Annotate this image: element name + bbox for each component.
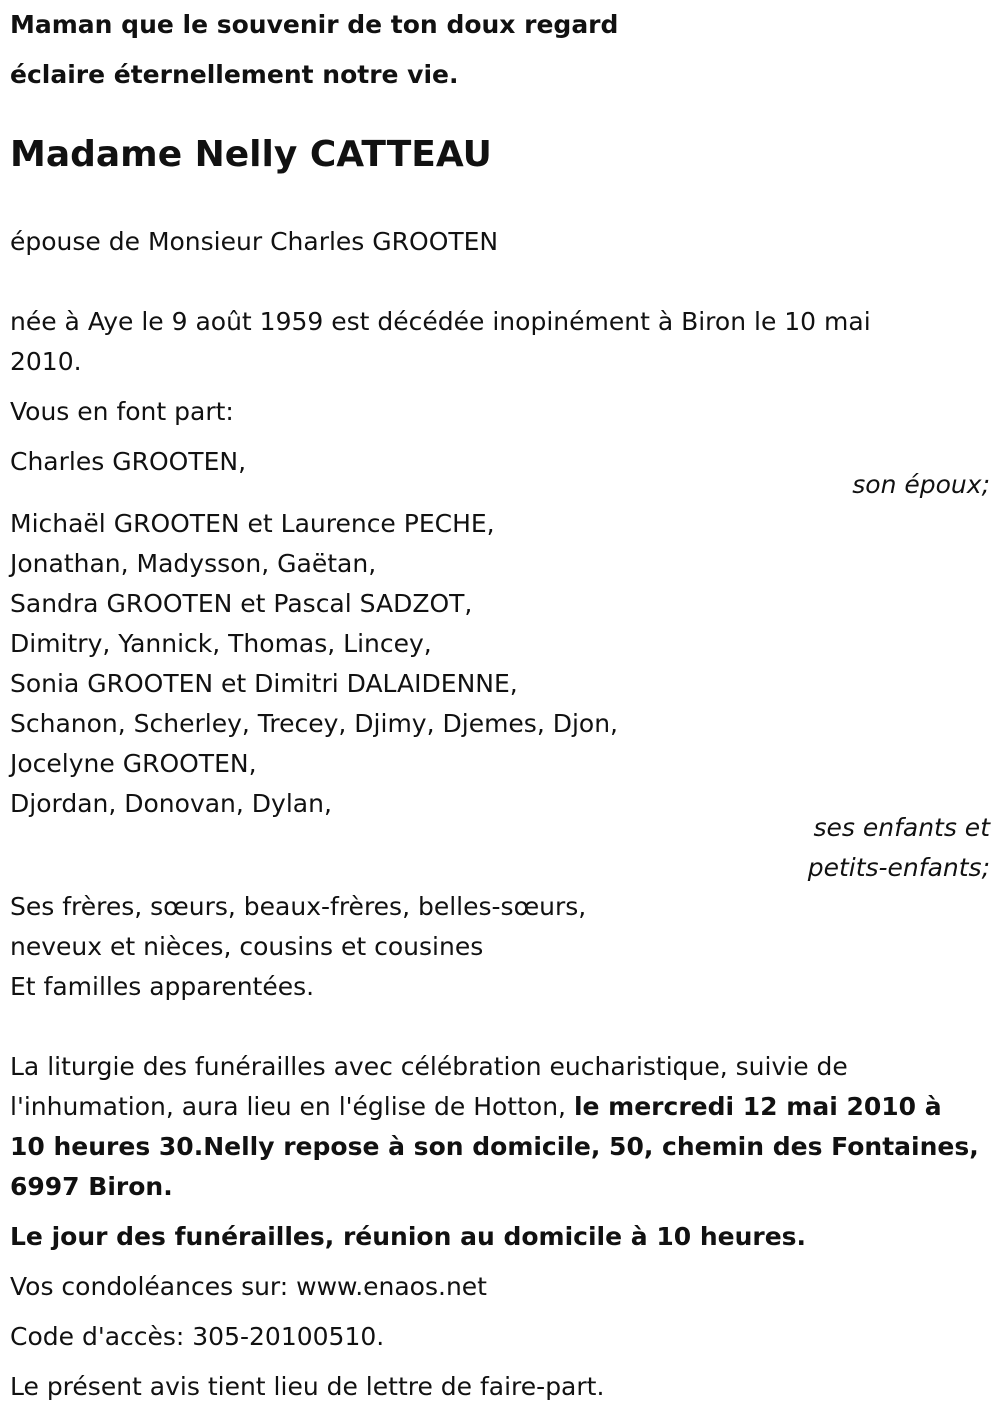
epigraph-line-1: Maman que le souvenir de ton doux regard <box>10 10 619 39</box>
children-name-line: Jocelyne GROOTEN, <box>10 749 257 778</box>
spouse-group-name: Charles GROOTEN, <box>10 447 247 476</box>
condolences-line: Vos condoléances sur: www.enaos.net <box>10 1272 487 1301</box>
children-name-line: Jonathan, Madysson, Gaëtan, <box>10 549 377 578</box>
epigraph-line-2: éclaire éternellement notre vie. <box>10 60 459 89</box>
extended-family-line: neveux et nièces, cousins et cousines <box>10 932 484 961</box>
spouse-relation: son époux; <box>852 470 990 499</box>
funeral-line-1: La liturgie des funérailles avec célébration eucharistique, suivie de <box>10 1052 848 1081</box>
extended-family-line: Et familles apparentées. <box>10 972 315 1001</box>
children-relation-line-1: ses enfants et <box>813 813 990 842</box>
children-name-line: Dimitry, Yannick, Thomas, Lincey, <box>10 629 432 658</box>
children-name-line: Djordan, Donovan, Dylan, <box>10 789 332 818</box>
children-name-line: Schanon, Scherley, Trecey, Djimy, Djemes, Djon, <box>10 709 619 738</box>
birth-death-line-2: 2010. <box>10 347 82 376</box>
funeral-line-3: 10 heures 30.Nelly repose à son domicile, 50, chemin des Fontaines, <box>10 1132 979 1161</box>
children-name-line: Sandra GROOTEN et Pascal SADZOT, <box>10 589 473 618</box>
extended-family-line: Ses frères, sœurs, beaux-frères, belles-sœurs, <box>10 892 587 921</box>
children-relation-line-2: petits-enfants; <box>807 853 990 882</box>
gathering-note: Le jour des funérailles, réunion au domicile à 10 heures. <box>10 1222 807 1251</box>
deceased-name: Madame Nelly CATTEAU <box>10 134 492 175</box>
children-name-line: Michaël GROOTEN et Laurence PECHE, <box>10 509 495 538</box>
funeral-line-2-plain: l'inhumation, aura lieu en l'église de Hotton, <box>10 1092 566 1121</box>
access-code: Code d'accès: 305-20100510. <box>10 1322 385 1351</box>
closing-note: Le présent avis tient lieu de lettre de faire-part. <box>10 1372 605 1401</box>
children-name-line: Sonia GROOTEN et Dimitri DALAIDENNE, <box>10 669 518 698</box>
funeral-line-4: 6997 Biron. <box>10 1172 173 1201</box>
birth-death-line-1: née à Aye le 9 août 1959 est décédée inopinément à Biron le 10 mai <box>10 307 871 336</box>
announce-intro: Vous en font part: <box>10 397 234 426</box>
spouse-line: épouse de Monsieur Charles GROOTEN <box>10 227 499 256</box>
funeral-line-2 <box>10 1087 942 1127</box>
funeral-date: le mercredi 12 mai 2010 à <box>573 1092 942 1121</box>
